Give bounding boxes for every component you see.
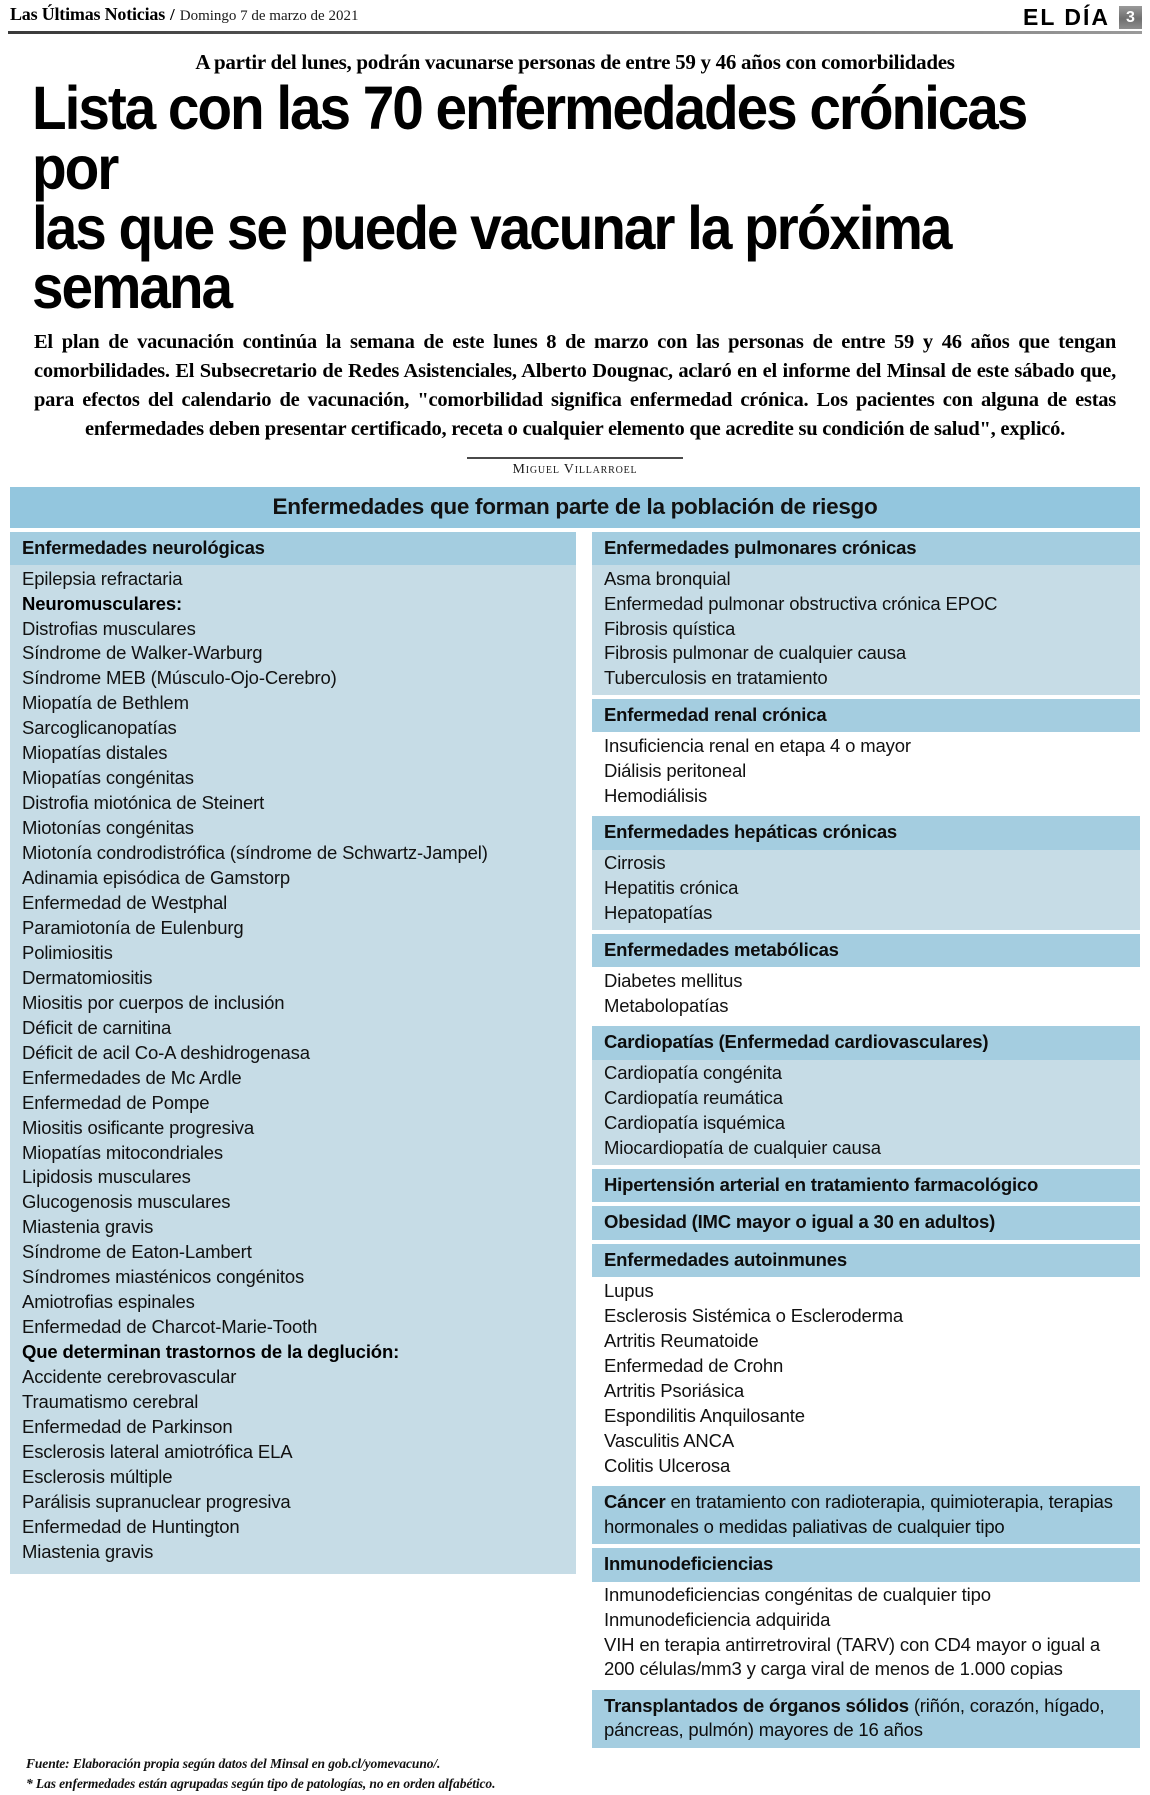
disease-item: Asma bronquial bbox=[604, 567, 731, 589]
disease-item: Esclerosis Sistémica o Escleroderma bbox=[604, 1304, 904, 1326]
disease-item: Síndrome de Walker-Warburg bbox=[22, 642, 263, 664]
disease-item: Metabolopatías bbox=[604, 994, 729, 1016]
disease-subheading: Que determinan trastornos de la deglución: bbox=[22, 1341, 400, 1363]
article-kicker: A partir del lunes, podrán vacunarse personas de entre 59 y 46 años con comorbilidades bbox=[195, 50, 955, 74]
disease-group-items bbox=[10, 565, 576, 1568]
article-lead: El plan de vacunación continúa la semana de este lunes 8 de marzo con las personas de entre 59 y 46 años que tengan comorbilidades. El Subsecretario de Redes Asistenciales, Alberto Dougnac, aclaró en el informe del Minsal de este sábado que, para efectos del calendario de vacunación, "comorbilidad significa enfermedad crónica. Los pacientes con alguna de estas enfermedades deben presentar certificado, receta o cualquier elemento que acredite su condición de salud", explicó. bbox=[34, 331, 1116, 441]
disease-item: Miopatías mitocondriales bbox=[22, 1141, 224, 1163]
disease-group-heading: Enfermedades hepáticas crónicas bbox=[592, 816, 1140, 850]
disease-item: VIH en terapia antirretroviral (TARV) con CD4 mayor o igual a 200 células/mm3 y carga viral de menos de 1.000 copias bbox=[604, 1634, 1101, 1680]
disease-group-items bbox=[592, 850, 1140, 930]
group-heading-emphasis: Cáncer bbox=[604, 1491, 666, 1513]
disease-group-items bbox=[592, 732, 1140, 812]
disease-item: Síndrome MEB (Músculo-Ojo-Cerebro) bbox=[22, 667, 337, 689]
author-byline: Miguel Villarroel bbox=[512, 461, 638, 477]
table-column-right bbox=[592, 532, 1140, 1748]
disease-item: Fibrosis pulmonar de cualquier causa bbox=[604, 642, 907, 664]
disease-group bbox=[592, 1169, 1140, 1203]
disease-group bbox=[592, 1690, 1140, 1748]
page-number-badge: 3 bbox=[1119, 6, 1142, 29]
disease-group bbox=[592, 1486, 1140, 1544]
disease-group bbox=[592, 1244, 1140, 1482]
disease-item: Déficit de carnitina bbox=[22, 1016, 172, 1038]
disease-item: Síndrome de Eaton-Lambert bbox=[22, 1241, 252, 1263]
disease-item: Sarcoglicanopatías bbox=[22, 717, 177, 739]
disease-item: Miositis por cuerpos de inclusión bbox=[22, 991, 285, 1013]
disease-group-items bbox=[592, 1582, 1140, 1686]
left-group-container bbox=[10, 532, 576, 1575]
disease-item: Hepatopatías bbox=[604, 902, 713, 924]
disease-subheading: Neuromusculares: bbox=[22, 592, 183, 614]
disease-item: Insuficiencia renal en etapa 4 o mayor bbox=[604, 734, 911, 756]
disease-item: Enfermedad pulmonar obstructiva crónica EPOC bbox=[604, 592, 998, 614]
table-columns bbox=[10, 532, 1140, 1748]
masthead-left bbox=[10, 4, 358, 25]
disease-group-heading bbox=[592, 1486, 1140, 1544]
disease-item: Miotonías congénitas bbox=[22, 817, 194, 839]
disease-item: Déficit de acil Co-A deshidrogenasa bbox=[22, 1041, 310, 1063]
disease-item: Enfermedad de Huntington bbox=[22, 1515, 240, 1537]
disease-item: Miotonía condrodistrófica (síndrome de Schwartz-Jampel) bbox=[22, 842, 488, 864]
group-heading-detail: (riñón, corazón, hígado, páncreas, pulmón) mayores de 16 años bbox=[604, 1694, 1105, 1741]
table-title: Enfermedades que forman parte de la población de riesgo bbox=[10, 487, 1140, 528]
disease-group bbox=[592, 934, 1140, 1023]
disease-item: Colitis Ulcerosa bbox=[604, 1454, 731, 1476]
disease-item: Accidente cerebrovascular bbox=[22, 1366, 237, 1388]
headline-line-1: Lista con las 70 enfermedades crónicas por bbox=[32, 74, 1027, 202]
disease-group-heading bbox=[592, 1690, 1140, 1748]
footnote-source: Fuente: Elaboración propia según datos del Minsal en gob.cl/yomevacuno/. bbox=[26, 1755, 441, 1771]
disease-item: Glucogenosis musculares bbox=[22, 1191, 231, 1213]
disease-item: Hepatitis crónica bbox=[604, 877, 739, 899]
disease-group bbox=[592, 1026, 1140, 1164]
disease-item: Enfermedad de Crohn bbox=[604, 1354, 784, 1376]
disease-group-heading: Hipertensión arterial en tratamiento farmacológico bbox=[592, 1169, 1140, 1203]
disease-group-items bbox=[592, 565, 1140, 695]
disease-group bbox=[10, 532, 576, 1569]
disease-item: Diabetes mellitus bbox=[604, 969, 743, 991]
disease-item: Artritis Reumatoide bbox=[604, 1329, 759, 1351]
disease-item: Fibrosis quística bbox=[604, 617, 736, 639]
disease-item: Miopatía de Bethlem bbox=[22, 692, 189, 714]
disease-item: Lipidosis musculares bbox=[22, 1166, 191, 1188]
disease-item: Inmunodeficiencias congénitas de cualquier tipo bbox=[604, 1584, 991, 1606]
disease-group-heading: Enfermedades autoinmunes bbox=[592, 1244, 1140, 1278]
disease-item: Vasculitis ANCA bbox=[604, 1429, 735, 1451]
masthead-right bbox=[1023, 4, 1142, 31]
masthead-divider bbox=[8, 31, 1142, 34]
disease-item: Miastenia gravis bbox=[22, 1216, 154, 1238]
disease-item: Polimiositis bbox=[22, 941, 113, 963]
disease-item: Miopatías congénitas bbox=[22, 767, 194, 789]
disease-group-heading: Enfermedades neurológicas bbox=[10, 532, 576, 566]
disease-item: Cardiopatía reumática bbox=[604, 1087, 783, 1109]
disease-item: Dermatomiositis bbox=[22, 966, 153, 988]
disease-item: Miocardiopatía de cualquier causa bbox=[604, 1137, 881, 1159]
disease-item: Lupus bbox=[604, 1279, 654, 1301]
disease-item: Enfermedad de Pompe bbox=[22, 1091, 210, 1113]
disease-item: Miastenia gravis bbox=[22, 1540, 154, 1562]
disease-group-heading: Obesidad (IMC mayor o igual a 30 en adultos) bbox=[592, 1206, 1140, 1240]
disease-item: Paramiotonía de Eulenburg bbox=[22, 916, 244, 938]
disease-item: Distrofia miotónica de Steinert bbox=[22, 792, 265, 814]
disease-item: Adinamia episódica de Gamstorp bbox=[22, 867, 291, 889]
disease-item: Esclerosis lateral amiotrófica ELA bbox=[22, 1440, 293, 1462]
page-title bbox=[32, 74, 1049, 322]
disease-item: Enfermedades de Mc Ardle bbox=[22, 1066, 242, 1088]
disease-item: Diálisis peritoneal bbox=[604, 759, 747, 781]
disease-group-heading: Enfermedad renal crónica bbox=[592, 699, 1140, 733]
disease-item: Epilepsia refractaria bbox=[22, 567, 183, 589]
group-heading-detail: en tratamiento con radioterapia, quimioterapia, terapias hormonales o medidas paliativas de cualquier tipo bbox=[604, 1491, 1113, 1537]
footnote-note: * Las enfermedades están agrupadas según tipo de patologías, no en orden alfabético. bbox=[26, 1776, 496, 1792]
disease-item: Parálisis supranuclear progresiva bbox=[22, 1490, 291, 1512]
disease-item: Miositis osificante progresiva bbox=[22, 1116, 254, 1138]
disease-group-items bbox=[592, 1060, 1140, 1165]
disease-item: Hemodiálisis bbox=[604, 784, 708, 806]
disease-item: Tuberculosis en tratamiento bbox=[604, 667, 828, 689]
disease-table bbox=[0, 487, 1150, 1748]
disease-group-heading: Inmunodeficiencias bbox=[592, 1548, 1140, 1582]
disease-group-items bbox=[592, 1277, 1140, 1482]
source-footnote bbox=[0, 1748, 1150, 1795]
byline-divider bbox=[467, 457, 683, 459]
byline-block bbox=[467, 457, 683, 478]
disease-item: Artritis Psoriásica bbox=[604, 1379, 745, 1401]
disease-item: Distrofias musculares bbox=[22, 617, 196, 639]
disease-group-items bbox=[592, 967, 1140, 1022]
disease-group bbox=[592, 1548, 1140, 1685]
masthead bbox=[0, 0, 1150, 38]
disease-group-heading: Enfermedades metabólicas bbox=[592, 934, 1140, 968]
disease-item: Enfermedad de Westphal bbox=[22, 891, 228, 913]
disease-item: Espondilitis Anquilosante bbox=[604, 1404, 805, 1426]
disease-item: Amiotrofias espinales bbox=[22, 1291, 195, 1313]
disease-item: Enfermedad de Charcot-Marie-Tooth bbox=[22, 1316, 318, 1338]
disease-item: Traumatismo cerebral bbox=[22, 1391, 199, 1413]
disease-item: Cardiopatía isquémica bbox=[604, 1112, 785, 1134]
publication-date: Domingo 7 de marzo de 2021 bbox=[179, 8, 359, 24]
headline-line-2: las que se puede vacunar la próxima semana bbox=[32, 193, 951, 322]
disease-item: Miopatías distales bbox=[22, 742, 168, 764]
disease-group bbox=[592, 532, 1140, 695]
disease-item: Cardiopatía congénita bbox=[604, 1062, 782, 1084]
disease-group bbox=[592, 699, 1140, 812]
paper-name: Las Últimas Noticias bbox=[10, 4, 165, 24]
disease-group bbox=[592, 1206, 1140, 1240]
table-column-left bbox=[10, 532, 576, 1575]
disease-group-heading: Enfermedades pulmonares crónicas bbox=[592, 532, 1140, 566]
section-brand: EL DÍA bbox=[1023, 4, 1110, 30]
disease-item: Inmunodeficiencia adquirida bbox=[604, 1609, 831, 1631]
disease-item: Esclerosis múltiple bbox=[22, 1465, 173, 1487]
disease-item: Enfermedad de Parkinson bbox=[22, 1416, 233, 1437]
disease-item: Síndromes miasténicos congénitos bbox=[22, 1266, 305, 1288]
article-header bbox=[0, 38, 1150, 478]
disease-group-heading: Cardiopatías (Enfermedad cardiovasculares) bbox=[592, 1026, 1140, 1060]
disease-group bbox=[592, 816, 1140, 929]
masthead-separator: / bbox=[170, 5, 175, 24]
disease-item: Cirrosis bbox=[604, 852, 666, 874]
group-heading-emphasis: Transplantados de órganos sólidos bbox=[604, 1694, 909, 1716]
